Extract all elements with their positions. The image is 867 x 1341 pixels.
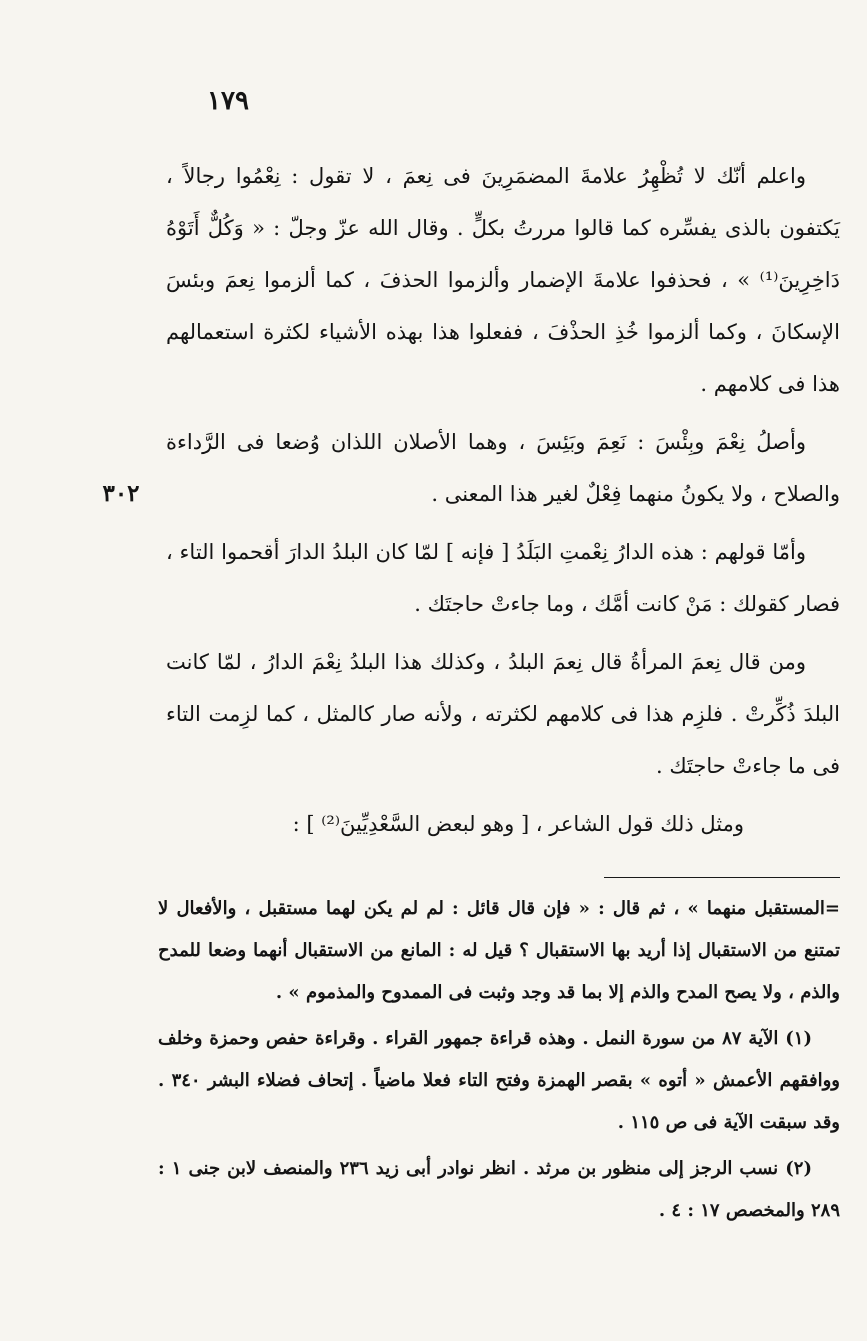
paragraph-3: وأمّا قولهم : هذه الدارُ نِعْمتِ البَلَدُ [ فإنه ] لمّا كان البلدُ الدارَ أقحموا التاء ، فصار كقولك : مَنْ كانت أمَّك ، وما جاءتْ حاجتَك . (166, 540, 840, 616)
footnotes (158, 888, 840, 1236)
paragraph-2: وأصلُ نِعْمَ وبِئْسَ : نَعِمَ وبَئِسَ ، وهما الأصلان اللذان وُضعا فى الرَّداءة والصلاح ، ولا يكونُ منهما فِعْلٌ لغير هذا المعنى . (166, 430, 840, 506)
margin-number: ٣٠٢ (102, 480, 140, 507)
footnote-divider (604, 877, 840, 878)
paragraph-1: واعلم أنّك لا تُظْهِرُ علامةَ المضمَرِينَ فى نِعمَ ، لا تقول : نِعْمُوا رجالاً ، يَكتفون بالذى يفسِّره كما قالوا مررتُ بكلٍّ . وقال الله عزّ وجلّ : « وَكُلٌّ أَتَوْهُ دَاخِرِينَ⁽¹⁾ » ، فحذفوا علامةَ الإضمار وألزموا الحذفَ ، كما ألزموا نِعمَ وبئسَ الإسكانَ ، وكما ألزموا خُذِ الحذْفَ ، ففعلوا هذا بهذه الأشياء لكثرة استعمالهم هذا فى كلامهم . (166, 164, 840, 396)
paragraph-5: ومثل ذلك قول الشاعر ، [ وهو لبعض السَّعْدِيِّينَ⁽²⁾ ] : (292, 812, 744, 836)
footnote-2: (٢) نسب الرجز إلى منظور بن مرثد . انظر نوادر أبى زيد ٢٣٦ والمنصف لابن جنى ١ : ٢٨٩ والمخصص ١٧ : ٤ . (158, 1158, 840, 1221)
footnote-1: (١) الآية ٨٧ من سورة النمل . وهذه قراءة جمهور القراء . وقراءة حفص وحمزة وخلف ووافقهم الأعمش « أتوه » بقصر الهمزة وفتح التاء فعلا ماضياً . إتحاف فضلاء البشر ٣٤٠ . وقد سبقت الآية فى ص ١١٥ . (158, 1028, 840, 1133)
main-text (166, 150, 840, 856)
page-number: ١٧٩ (207, 86, 249, 116)
paragraph-4: ومن قال نِعمَ المرأةُ قال نِعمَ البلدُ ، وكذلك هذا البلدُ نِعْمَ الدارُ ، لمّا كانت البلدَ ذُكِّرتْ . فلزِم هذا فى كلامهم لكثرته ، ولأنه صار كالمثل ، كما لزِمت التاء فى ما جاءتْ حاجتَك . (166, 650, 840, 778)
footnote-continuation: =المستقبل منهما » ، ثم قال : « فإن قال قائل : لم لم يكن لهما مستقبل ، والأفعال لا تمتنع من الاستقبال إذا أريد بها الاستقبال ؟ قيل له : المانع من الاستقبال أنهما وضعا للمدح والذم ، ولا يصح المدح والذم إلا بما قد وجد وثبت فى الممدوح والمذموم » . (158, 898, 840, 1003)
